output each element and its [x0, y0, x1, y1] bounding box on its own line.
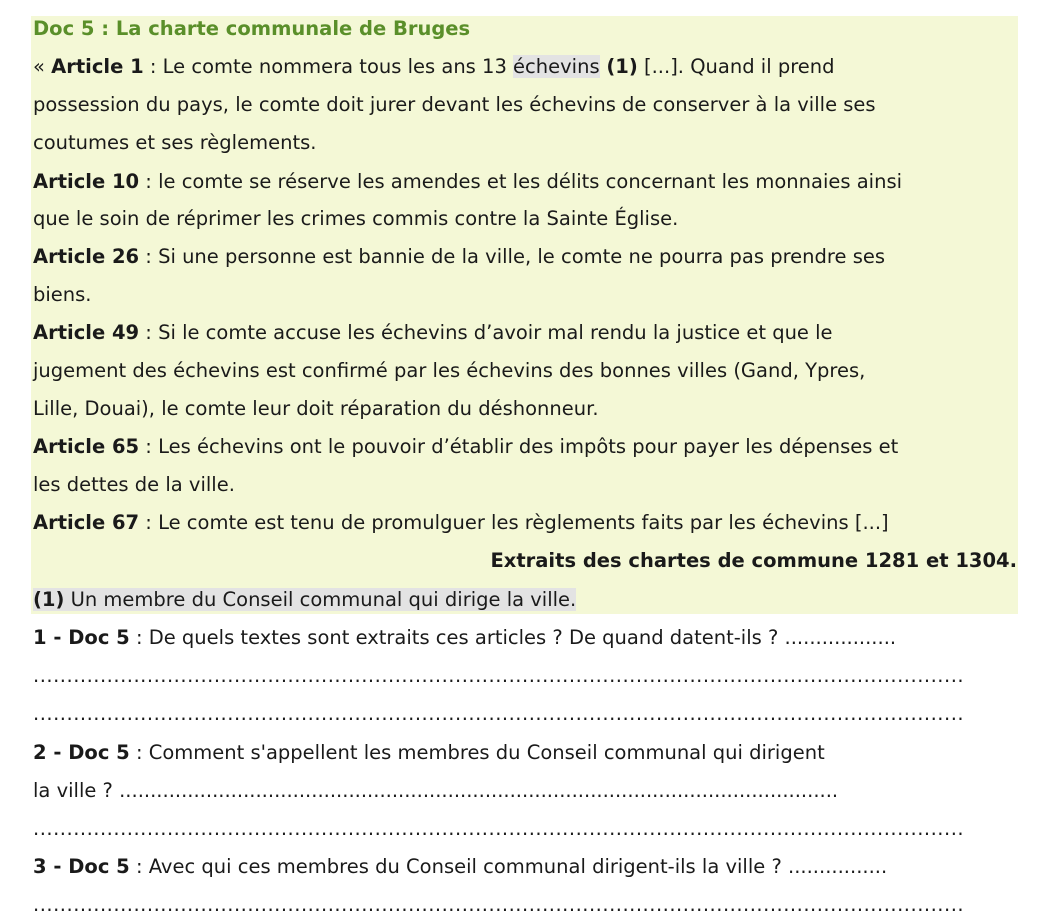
footnote-ref: (1): [599, 55, 638, 78]
article-65-label: Article 65: [33, 435, 140, 458]
article-49-line-3: Lille, Douai), le comte leur doit réparation du déshonneur.: [33, 397, 599, 420]
article-26-line-2: biens.: [33, 283, 92, 306]
article-26-line-1: Article 26 : Si une personne est bannie de la ville, le comte ne pourra pas prendre ses: [33, 245, 886, 268]
article-1-label: Article 1: [51, 55, 144, 78]
article-10-label: Article 10: [33, 170, 140, 193]
article-67-line-1: Article 67 : Le comte est tenu de promulguer les règlements faits par les échevins [...]: [33, 511, 889, 534]
doc-title: Doc 5 : La charte communale de Bruges: [33, 17, 471, 40]
article-1-line-2: possession du pays, le comte doit jurer devant les échevins de conserver à la ville ses: [33, 93, 876, 116]
answer-line-2a[interactable]: ...........................................................................................................................................: [33, 817, 965, 840]
article-65-line-2: les dettes de la ville.: [33, 473, 235, 496]
question-1: 1 - Doc 5 : De quels textes sont extraits ces articles ? De quand datent-ils ? ..................: [33, 626, 897, 649]
question-1-label: 1 - Doc 5: [33, 626, 130, 649]
answer-line-1b[interactable]: ...........................................................................................................................................: [33, 702, 965, 725]
source-citation: Extraits des chartes de commune 1281 et 1304.: [490, 549, 1017, 572]
question-2-label: 2 - Doc 5: [33, 741, 130, 764]
footnote: (1) Un membre du Conseil communal qui dirige la ville.: [33, 588, 577, 611]
article-49-line-2: jugement des échevins est confirmé par les échevins des bonnes villes (Gand, Ypres,: [33, 359, 866, 382]
open-quote: «: [33, 55, 45, 78]
answer-line-1a[interactable]: ...........................................................................................................................................: [33, 664, 965, 687]
question-2: 2 - Doc 5 : Comment s'appellent les membres du Conseil communal qui dirigent: [33, 741, 825, 764]
article-10-line-2: que le soin de réprimer les crimes commis contre la Sainte Église.: [33, 207, 679, 230]
article-10-line-1: Article 10 : le comte se réserve les amendes et les délits concernant les monnaies ainsi: [33, 170, 903, 193]
echevins-highlight: échevins: [513, 55, 600, 78]
article-49-line-1: Article 49 : Si le comte accuse les échevins d’avoir mal rendu la justice et que le: [33, 321, 833, 344]
article-67-label: Article 67: [33, 511, 140, 534]
article-49-label: Article 49: [33, 321, 140, 344]
answer-line-3a[interactable]: ...........................................................................................................................................: [33, 893, 965, 916]
question-3-label: 3 - Doc 5: [33, 855, 130, 878]
article-65-line-1: Article 65 : Les échevins ont le pouvoir d’établir des impôts pour payer les dépenses et: [33, 435, 899, 458]
footnote-number: (1): [33, 588, 65, 611]
article-26-label: Article 26: [33, 245, 140, 268]
question-2-line-2[interactable]: la ville ? ....................................................................................................................: [33, 779, 839, 802]
question-3: 3 - Doc 5 : Avec qui ces membres du Conseil communal dirigent-ils la ville ? ................: [33, 855, 888, 878]
article-1-line-1: « Article 1 : Le comte nommera tous les ans 13 échevins (1) [...]. Quand il prend: [33, 55, 835, 78]
article-1-line-3: coutumes et ses règlements.: [33, 131, 317, 154]
